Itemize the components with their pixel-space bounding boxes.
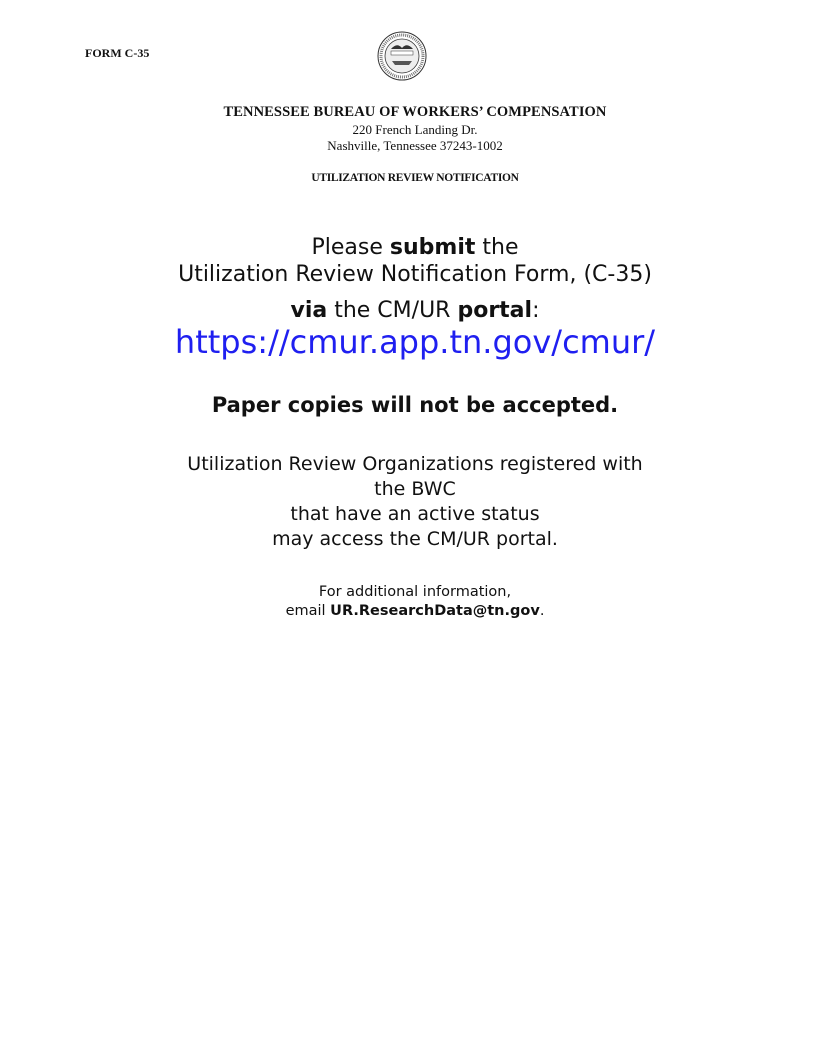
paper-notice: Paper copies will not be accepted. [211,393,619,417]
text: the CM/UR [327,298,458,323]
text: via [290,298,328,323]
text: the [475,235,519,260]
form-id: FORM C-35 [85,46,150,60]
orgs-line-3: that have an active status [290,503,540,525]
form-title: UTILIZATION REVIEW NOTIFICATION [311,172,519,184]
email-address[interactable]: UR.ResearchData@tn.gov [330,603,540,619]
text: email [285,603,331,619]
email-line [0,601,816,621]
form-name: Utilization Review Notification Form, (C-35) [178,262,652,287]
instruction-line-1 [0,233,816,263]
address-line-2: Nashville, Tennessee 37243-1002 [327,138,503,153]
orgs-line-1: Utilization Review Organizations registered with [187,453,643,475]
text: Please [311,235,390,260]
text: : [532,298,540,323]
orgs-line-4: may access the CM/UR portal. [272,528,558,550]
organization-name: TENNESSEE BUREAU OF WORKERS’ COMPENSATION [223,104,607,120]
text: portal [457,298,533,323]
portal-link[interactable]: https://cmur.app.tn.gov/cmur/ [174,323,656,361]
orgs-line-2: the BWC [374,478,456,500]
text: submit [389,235,476,260]
address-line-1: 220 French Landing Dr. [352,122,478,137]
text: . [539,603,545,619]
state-seal-icon [377,31,427,81]
info-line: For additional information, [318,584,512,600]
